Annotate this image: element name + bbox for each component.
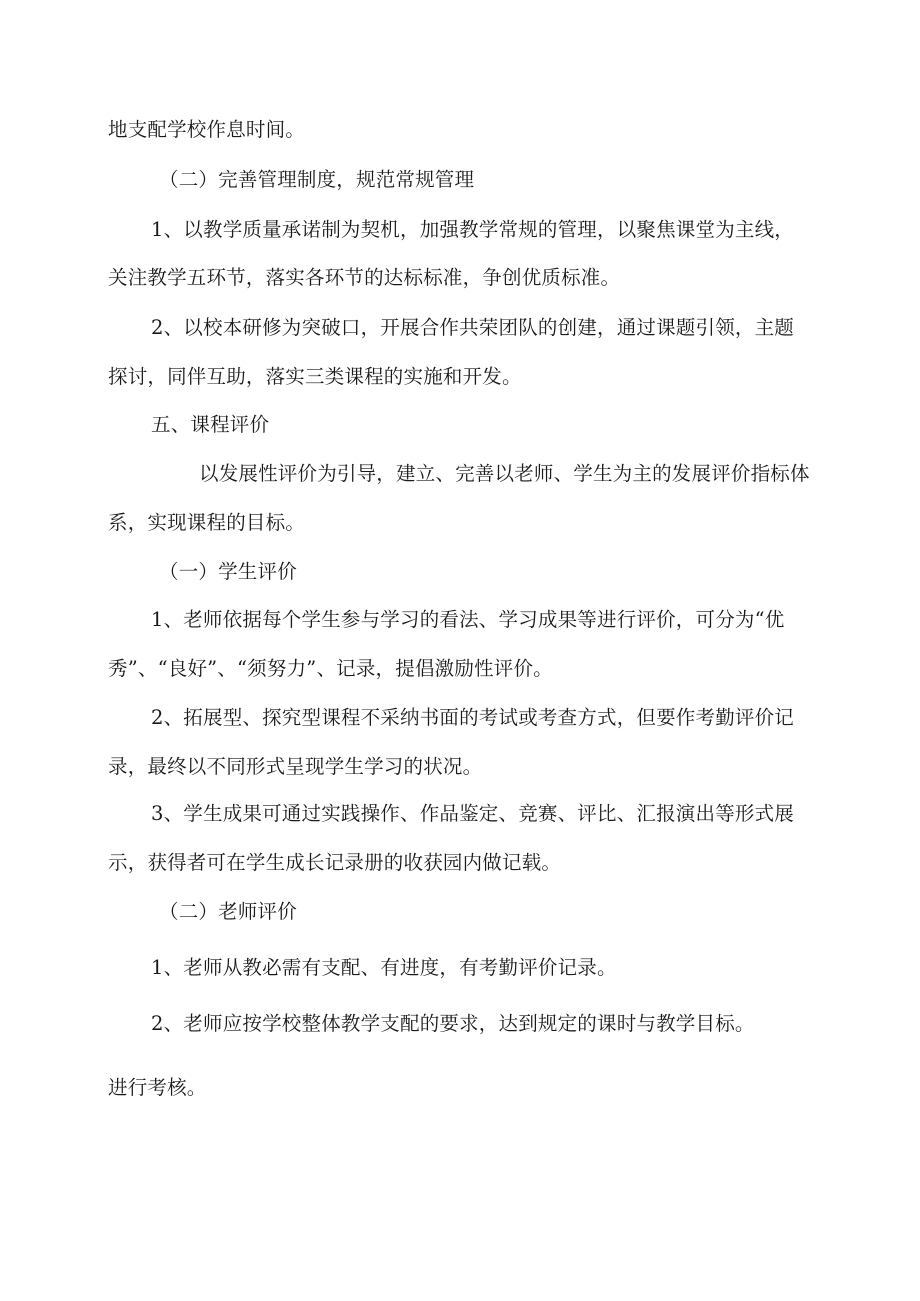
text-line: 探讨，同伴互助，落实三类课程的实施和开发。 bbox=[108, 365, 522, 388]
text-line: 2、老师应按学校整体教学支配的要求，达到规定的课时与教学目标。 bbox=[151, 1012, 755, 1035]
text-line: 录，最终以不同形式呈现学生学习的状况。 bbox=[108, 755, 483, 778]
text-line: 2、以校本研修为突破口，开展合作共荣团队的创建，通过课题引领，主题 bbox=[151, 316, 795, 339]
section-heading: （一）学生评价 bbox=[159, 560, 297, 583]
section-heading: 五、课程评价 bbox=[151, 413, 270, 436]
text-line: 关注教学五环节，落实各环节的达标标准，争创优质标准。 bbox=[108, 266, 621, 289]
text-line: 地支配学校作息时间。 bbox=[108, 118, 306, 141]
text-line: 1、老师依据每个学生参与学习的看法、学习成果等进行评价，可分为“优 bbox=[151, 608, 785, 631]
text-line: 示，获得者可在学生成长记录册的收获园内做记载。 bbox=[108, 851, 562, 874]
text-line: 以发展性评价为引导，建立、完善以老师、学生为主的发展评价指标体 bbox=[199, 462, 810, 485]
section-heading: （二）老师评价 bbox=[159, 900, 297, 923]
text-line: 系，实现课程的目标。 bbox=[108, 511, 306, 534]
text-line: 1、老师从教必需有支配、有进度，有考勤评价记录。 bbox=[151, 956, 617, 979]
text-line: 进行考核。 bbox=[108, 1076, 207, 1099]
text-line: 2、拓展型、探究型课程不采纳书面的考试或考查方式，但要作考勤评价记 bbox=[151, 706, 795, 729]
text-line: 1、以教学质量承诺制为契机，加强教学常规的管理，以聚焦课堂为主线， bbox=[151, 218, 795, 241]
text-line: 3、学生成果可通过实践操作、作品鉴定、竞赛、评比、汇报演出等形式展 bbox=[151, 802, 795, 825]
section-heading: （二）完善管理制度，规范常规管理 bbox=[159, 168, 475, 191]
text-line: 秀”、“良好”、“须努力”、记录，提倡激励性评价。 bbox=[108, 657, 553, 680]
